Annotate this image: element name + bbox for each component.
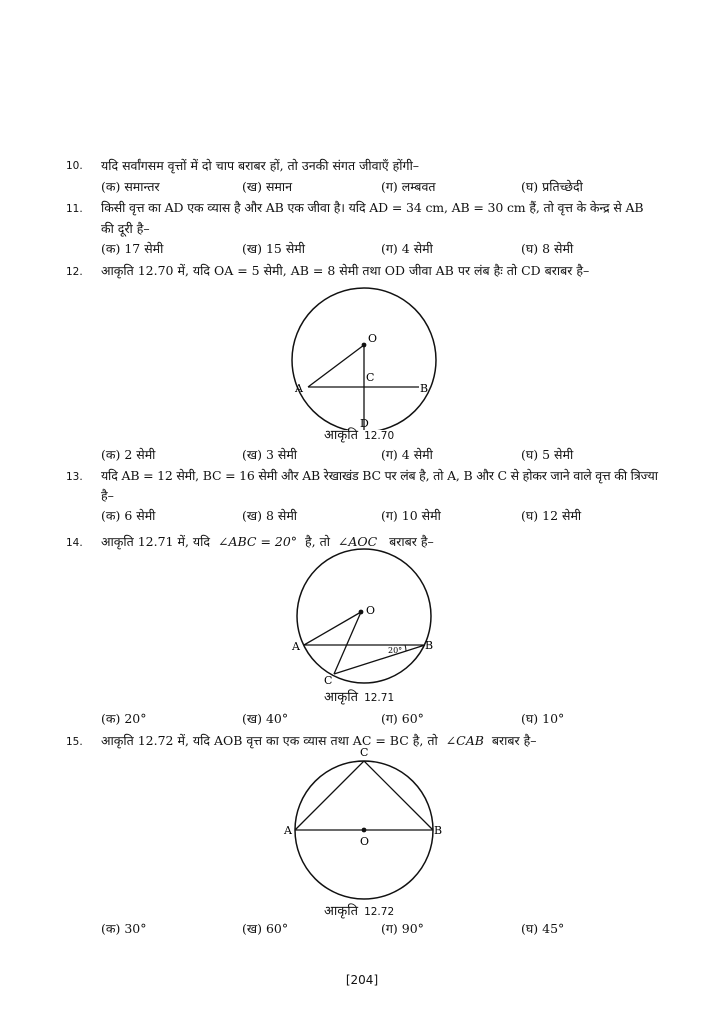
question-number: 15. [66,736,83,748]
chord-ac [295,761,364,830]
option-b: (ख) समान [242,179,293,194]
option-d: (घ) 12 सेमी [521,508,582,523]
option-c: (ग) 90° [381,921,424,936]
figure-number: 12.72 [364,906,395,918]
option-a: (क) 2 सेमी [101,447,156,462]
option-b: (ख) 8 सेमी [242,508,298,523]
center-point [359,610,364,615]
figure-12-70 [280,284,450,430]
label-a: A [295,382,303,395]
option-c: (ग) 10 सेमी [381,508,441,523]
label-o: O [366,604,376,617]
angle-label: 20° [388,646,403,655]
question-number: 14. [66,537,83,549]
option-a: (क) 30° [101,921,147,936]
label-b: B [425,639,434,652]
radius-oa [304,612,361,645]
option-b: (ख) 60° [242,921,289,936]
question-number: 11. [66,203,83,215]
label-c: C [360,748,369,759]
label-a: A [292,640,300,653]
question-stem-line-2: है– [101,488,114,503]
option-a: (क) 6 सेमी [101,508,156,523]
option-c: (ग) लम्बवत [381,179,436,194]
figure-number: 12.70 [364,430,395,442]
label-d: D [360,417,369,430]
figure-number: 12.71 [364,692,395,704]
label-b: B [434,824,443,837]
option-b: (ख) 40° [242,711,289,726]
label-o: O [360,835,370,848]
figure-12-72 [280,748,450,902]
option-d: (घ) प्रतिच्छेदी [521,179,583,194]
option-c: (ग) 60° [381,711,424,726]
math-angle-cab: ∠CAB [445,733,484,748]
question-stem: आकृति 12.70 में, यदि OA = 5 सेमी, AB = 8 सेमी तथा OD जीवा AB पर लंब हैः तो CD बराबर है– [101,263,590,278]
question-stem: आकृति 12.71 में, यदि ∠ABC = 20° है, तो ∠AOC बराबर है– [101,534,434,549]
option-b: (ख) 15 सेमी [242,241,305,256]
question-number: 12. [66,266,83,278]
option-c: (ग) 4 सेमी [381,447,433,462]
angle-arc [405,645,406,651]
label-o: O [368,332,378,345]
question-number: 13. [66,471,83,483]
option-d: (घ) 5 सेमी [521,447,574,462]
question-stem-line-2: की दूरी है– [101,221,150,236]
option-d: (घ) 10° [521,711,565,726]
figure-caption: आकृति 12.70 [324,428,395,443]
radius-oa [308,345,364,387]
option-d: (घ) 45° [521,921,565,936]
label-c: C [366,371,375,384]
question-stem: आकृति 12.72 में, यदि AOB वृत्त का एक व्यास तथा AC = BC है, तो ∠CAB बराबर है– [101,733,537,748]
question-stem: यदि सर्वांगसम वृत्तों में दो चाप बराबर हों, तो उनकी संगत जीवाएँ होंगी– [101,158,420,173]
option-b: (ख) 3 सेमी [242,447,298,462]
figure-caption: आकृति 12.72 [324,904,395,919]
figure-12-71 [280,548,450,688]
label-b: B [420,382,429,395]
option-a: (क) समान्तर [101,179,160,194]
chord-bc [334,645,425,674]
page-number: [204] [345,973,379,987]
question-number: 10. [66,160,83,172]
math-angle-aoc: ∠AOC [337,534,378,549]
label-c: C [324,674,333,687]
option-c: (ग) 4 सेमी [381,241,433,256]
option-a: (क) 20° [101,711,147,726]
figure-caption: आकृति 12.71 [324,690,395,705]
radius-oc [334,612,361,674]
option-a: (क) 17 सेमी [101,241,164,256]
option-d: (घ) 8 सेमी [521,241,574,256]
question-stem-line-1: किसी वृत्त का AD एक व्यास है और AB एक जीवा है। यदि AD = 34 cm, AB = 30 cm हैं, तो वृत्त के केन्द्र से AB [101,200,644,215]
center-point [362,828,367,833]
label-a: A [284,824,292,837]
center-point [362,343,367,348]
question-stem-line-1: यदि AB = 12 सेमी, BC = 16 सेमी और AB रेखाखंड BC पर लंब है, तो A, B और C से होकर जाने वाले वृत्त की त्रिज्या [101,468,658,483]
circle [297,549,434,683]
math-angle-abc: ∠ABC = 20° [217,534,298,549]
chord-bc [364,761,433,830]
